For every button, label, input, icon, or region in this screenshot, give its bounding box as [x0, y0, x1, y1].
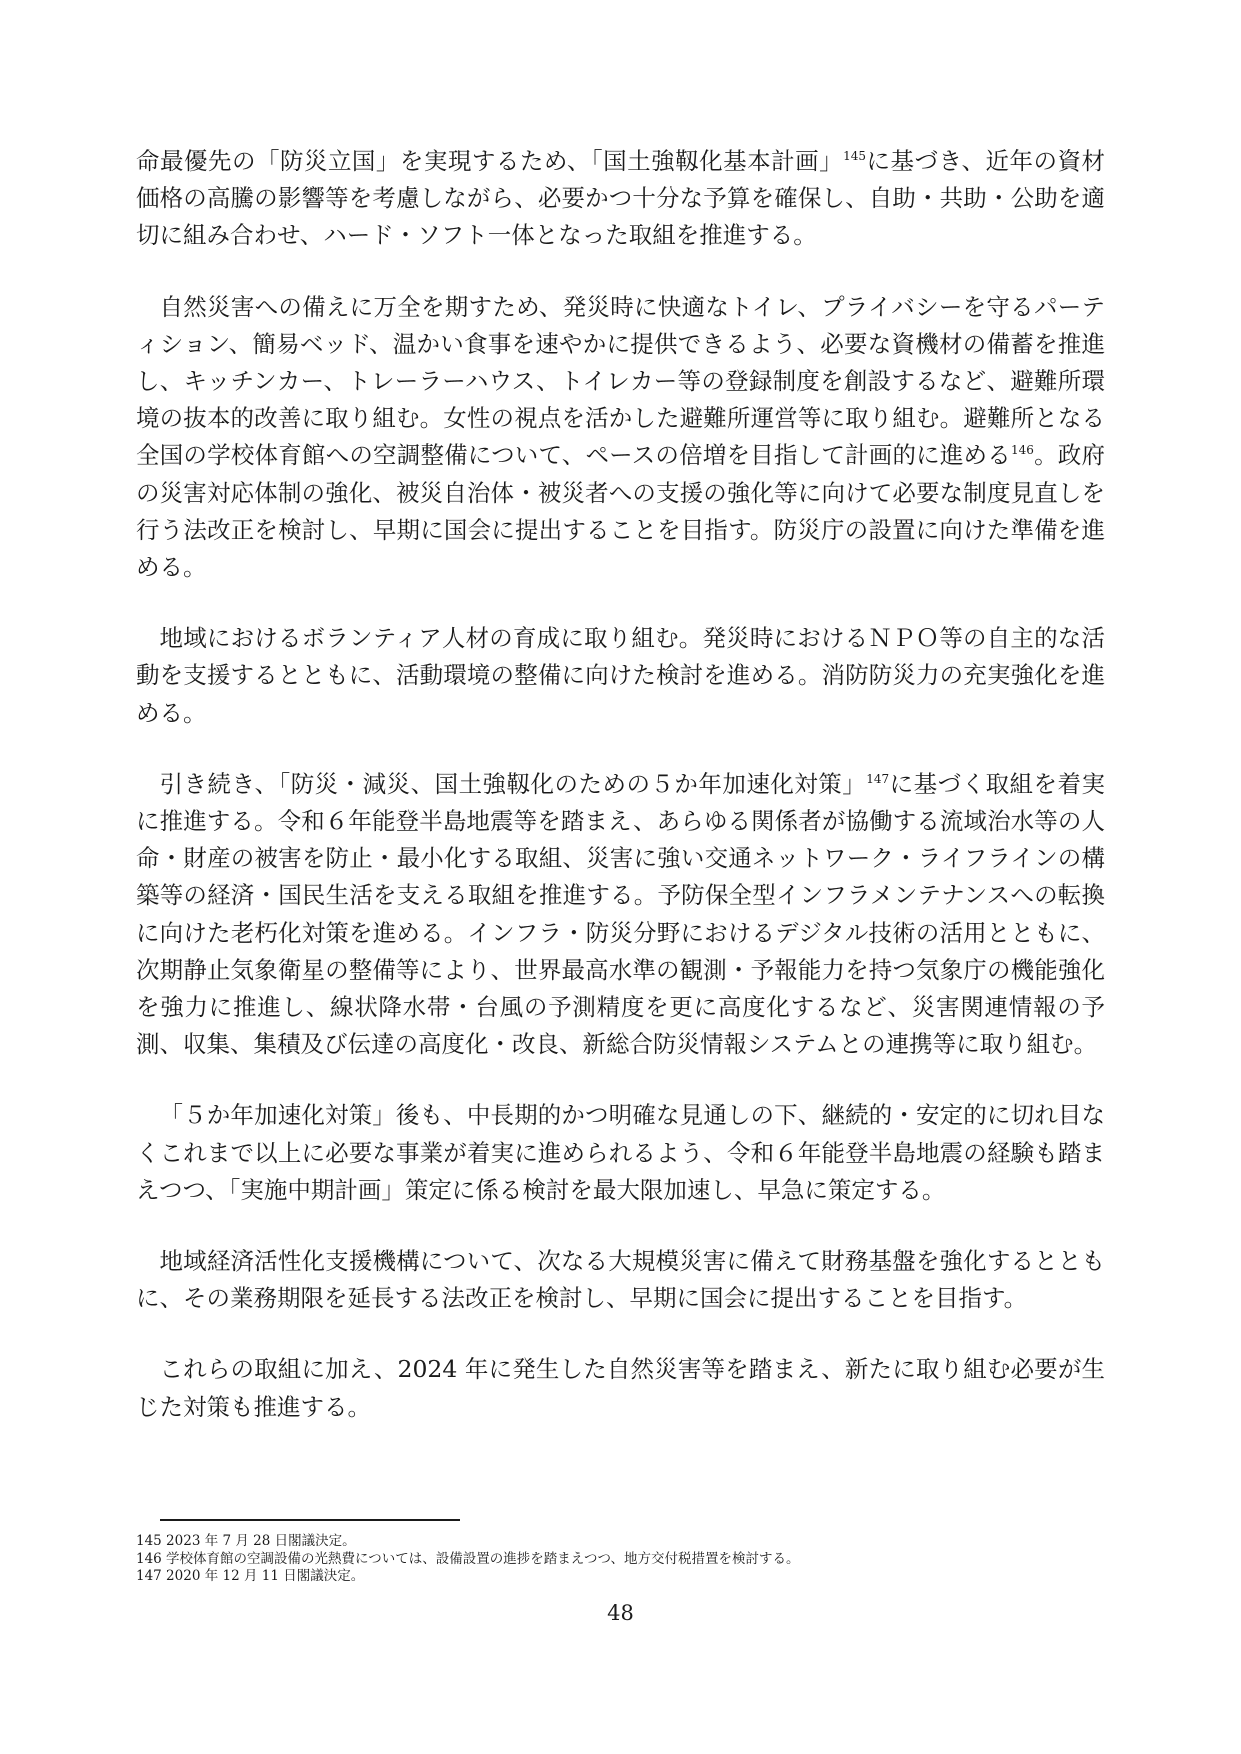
footnote-ref-146[interactable]: 146	[1010, 443, 1034, 458]
paragraph-5: 「５か年加速化対策」後も、中長期的かつ明確な見通しの下、継続的・安定的に切れ目なくこれまで以上に必要な事業が着実に進められるよう、令和６年能登半島地震の経験も踏まえつつ、「実施中期計画」策定に係る検討を最大限加速し、早急に策定する。	[136, 1101, 1105, 1204]
footnote-147: 147 2020 年 12 月 11 日閣議決定。	[136, 1568, 365, 1584]
page-number: 48	[607, 1601, 634, 1625]
footnote-146: 146 学校体育館の空調設備の光熱費については、設備設置の進捗を踏まえつつ、地方交付税措置を検討する。	[136, 1550, 800, 1567]
paragraph-7: これらの取組に加え、2024 年に発生した自然災害等を踏まえ、新たに取り組む必要が生じた対策も推進する。	[136, 1355, 1105, 1421]
paragraph-1: 命最優先の「防災立国」を実現するため、「国土強靱化基本計画」$^{145}$に基づき、近年の資材価格の高騰の影響等を考慮しながら、必要かつ十分な予算を確保し、自助・共助・公助を適切に組み合わせ、ハード・ソフト一体となった取組を推進する。	[136, 147, 1106, 250]
paragraph-3: 地域におけるボランティア人材の育成に取り組む。発災時におけるＮＰＯ等の自主的な活動を支援するとともに、活動環境の整備に向けた検討を進める。消防防災力の充実強化を進める。	[136, 624, 1105, 727]
footnote-separator	[160, 1519, 460, 1521]
paragraph-6: 地域経済活性化支援機構について、次なる大規模災害に備えて財務基盤を強化するとともに、その業務期限を延長する法改正を検討し、早期に国会に提出することを目指す。	[136, 1247, 1105, 1313]
paragraph-2: 自然災害への備えに万全を期すため、発災時に快適なトイレ、プライバシーを守るパーティション、簡易ベッド、温かい食事を速やかに提供できるよう、必要な資機材の備蓄を推進し、キッチンカー、トレーラーハウス、トイレカー等の登録制度を創設するなど、避難所環境の抜本的改善に取り組む。女性の視点を活かした避難所運営等に取り組む。避難所となる全国の学校体育館への空調整備について、ペースの倍増を目指して計画的に進める$^{146}$。政府の災害対応体制の強化、被災自治体・被災者への支援の強化等に向けて必要な制度見直しを行う法改正を検討し、早期に国会に提出することを目指す。防災庁の設置に向けた準備を進める。	[136, 292, 1106, 582]
footnote-ref-147[interactable]: 147	[866, 772, 890, 787]
footnotes	[136, 1533, 1096, 1586]
footnote-ref-145[interactable]: 145	[843, 149, 867, 164]
body-text	[136, 143, 1105, 1460]
footnote-145: 145 2023 年 7 月 28 日閣議決定。	[136, 1533, 356, 1549]
paragraph-4: 引き続き、「防災・減災、国土強靱化のための５か年加速化対策」$^{147}$に基づく取組を着実に推進する。令和６年能登半島地震等を踏まえ、あらゆる関係者が協働する流域治水等の人命・財産の被害を防止・最小化する取組、災害に強い交通ネットワーク・ライフラインの構築等の経済・国民生活を支える取組を推進する。予防保全型インフラメンテナンスへの転換に向けた老朽化対策を進める。インフラ・防災分野におけるデジタル技術の活用とともに、次期静止気象衛星の整備等により、世界最高水準の観測・予報能力を持つ気象庁の機能強化を強力に推進し、線状降水帯・台風の予測精度を更に高度化するなど、災害関連情報の予測、収集、集積及び伝達の高度化・改良、新総合防災情報システムとの連携等に取り組む。	[136, 769, 1106, 1059]
